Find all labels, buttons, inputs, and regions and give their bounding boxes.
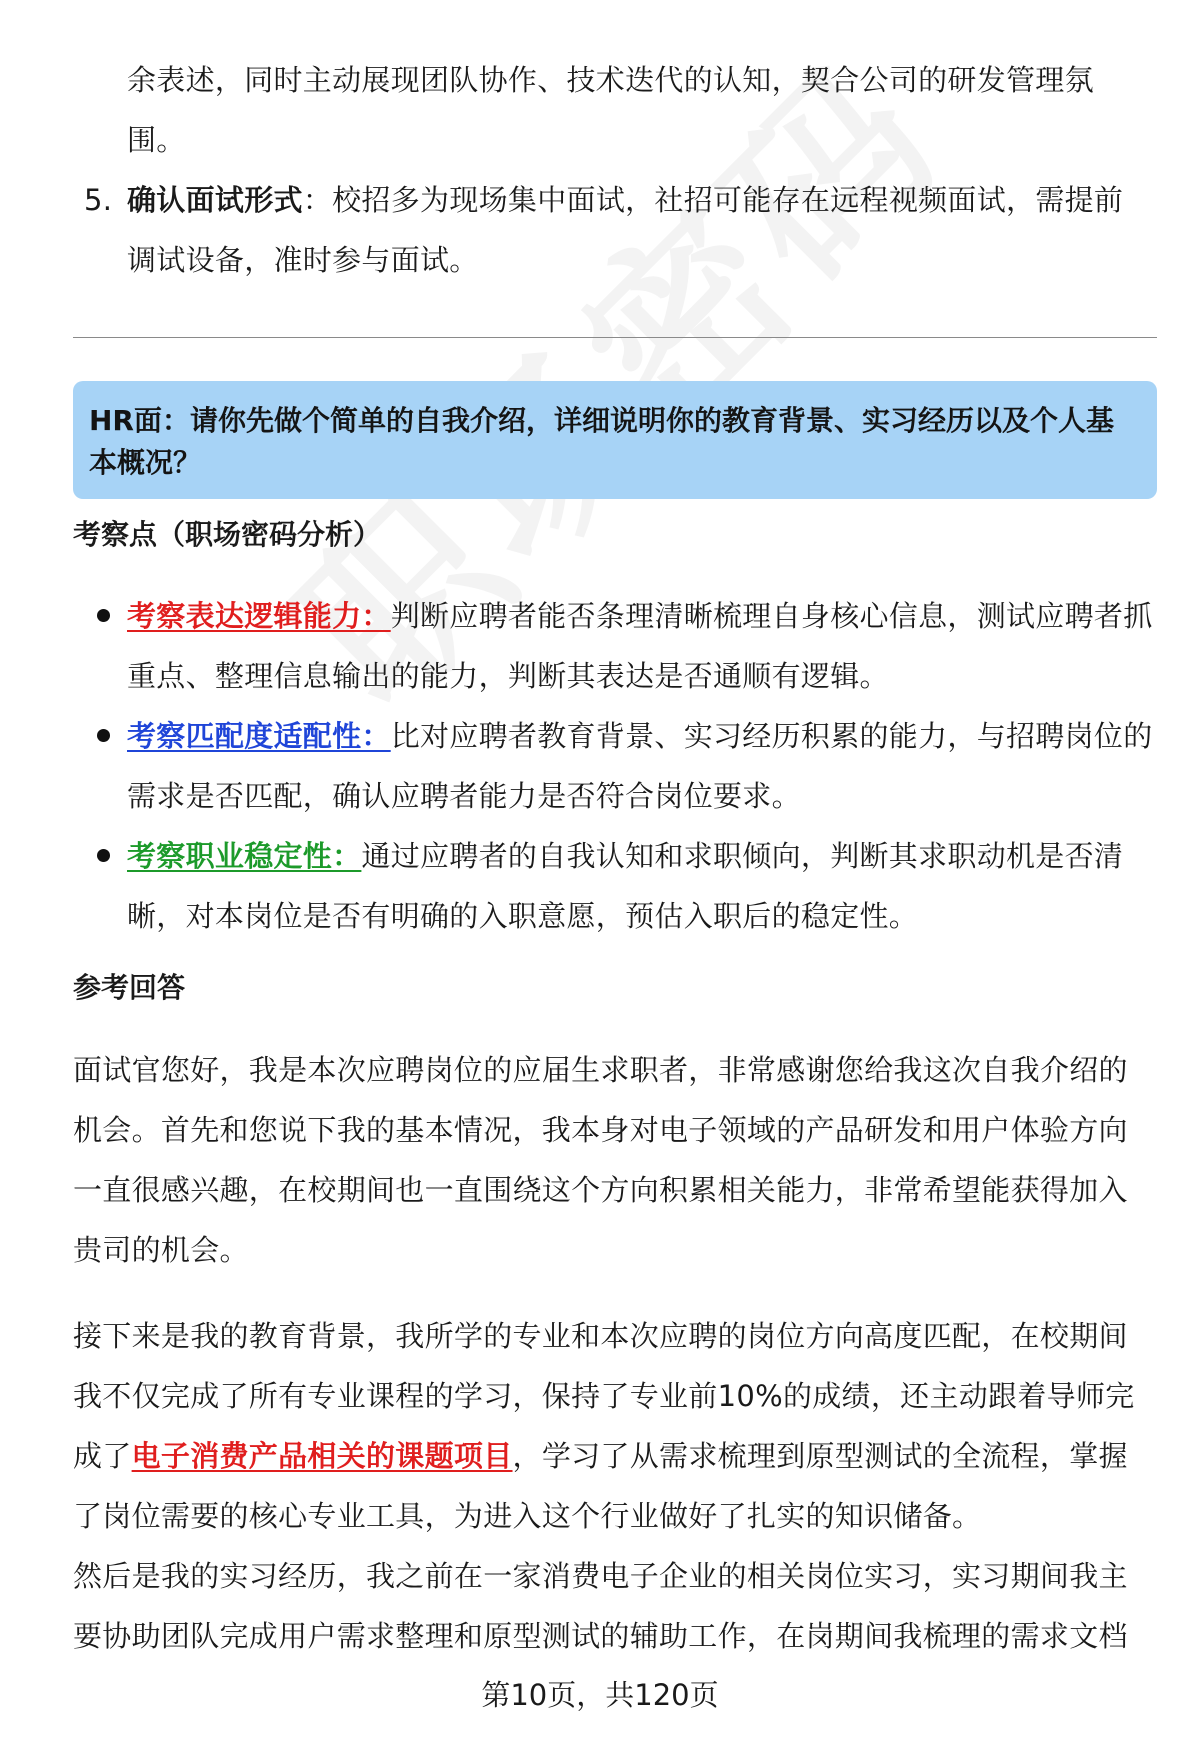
bullet-icon	[97, 729, 110, 742]
bullet-list	[73, 586, 1157, 946]
paragraph-text: ，学习了从需求梳理到原型测试的全流程，掌握了岗位需要的核心专业工具，为进入这个行业做好了扎实的知识储备。	[73, 1439, 1128, 1533]
bullet-keyword: 考察匹配度适配性：	[127, 719, 391, 753]
answer-paragraph-3: 然后是我的实习经历，我之前在一家消费电子企业的相关岗位实习，实习期间我主要协助团队完成用户需求整理和原型测试的辅助工作，在岗期间我梳理的需求文档	[73, 1559, 1128, 1653]
question-box	[73, 381, 1157, 499]
bullet-text: 比对应聘者教育背景、实习经历积累的能力，与招聘岗位的需求是否匹配，确认应聘者能力是否符合岗位要求。	[127, 719, 1153, 813]
bullet-text: 判断应聘者能否条理清晰梳理自身核心信息，测试应聘者抓重点、整理信息输出的能力，判断其表达是否通顺有逻辑。	[127, 599, 1153, 693]
section-heading-analysis: 考察点（职场密码分析）	[73, 518, 382, 551]
bullet-icon	[97, 609, 110, 622]
answer-paragraph-2	[73, 1306, 1157, 1546]
bullet-icon	[97, 849, 110, 862]
bullet-text: 通过应聘者的自我认知和求职倾向，判断其求职动机是否清晰，对本岗位是否有明确的入职意愿，预估入职后的稳定性。	[127, 839, 1124, 933]
list-number: 5.	[84, 183, 113, 217]
list-item-text	[127, 170, 1142, 290]
list-item-body: ：校招多为现场集中面试，社招可能存在远程视频面试，需提前调试设备，准时参与面试。	[127, 183, 1124, 277]
highlight-text: 电子消费产品相关的课题项目	[131, 1439, 513, 1473]
section-heading-answer: 参考回答	[73, 971, 186, 1004]
question-text: HR面：请你先做个简单的自我介绍，详细说明你的教育背景、实习经历以及个人基本概况？	[89, 404, 1114, 479]
bullet-item	[73, 706, 1157, 826]
list-item-label: 确认面试形式	[127, 183, 303, 217]
paragraph-text: 接下来是我的教育背景，我所学的专业和本次应聘的岗位方向高度匹配，在校期间我不仅完成了所有专业课程的学习，保持了专业前10%的成绩，还主动跟着导师完成了	[73, 1319, 1135, 1473]
page-footer: 第10页，共120页	[481, 1678, 719, 1712]
bullet-item	[73, 586, 1157, 706]
bullet-item	[73, 826, 1157, 946]
bullet-keyword: 考察表达逻辑能力：	[127, 599, 391, 633]
list-item-continuation: 余表述，同时主动展现团队协作、技术迭代的认知，契合公司的研发管理氛围。	[127, 63, 1094, 157]
divider	[73, 337, 1157, 338]
answer-paragraph-1: 面试官您好，我是本次应聘岗位的应届生求职者，非常感谢您给我这次自我介绍的机会。首先和您说下我的基本情况，我本身对电子领域的产品研发和用户体验方向一直很感兴趣，在校期间也一直围绕这个方向积累相关能力，非常希望能获得加入贵司的机会。	[73, 1053, 1128, 1267]
bullet-keyword: 考察职业稳定性：	[127, 839, 362, 873]
